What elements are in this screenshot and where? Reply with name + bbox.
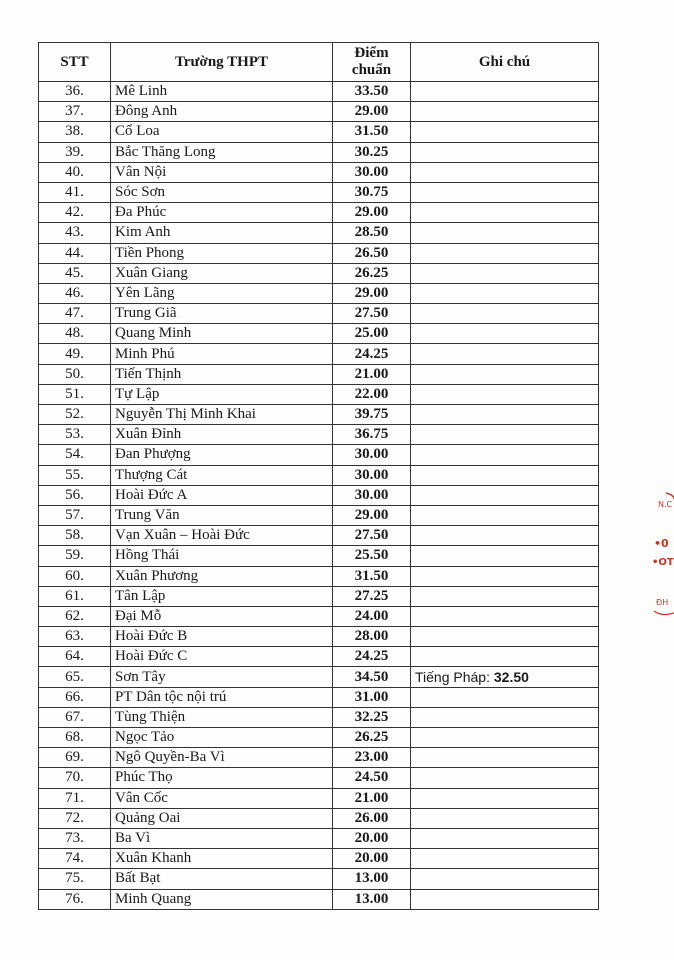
row-cutoff-score: 31.50: [333, 122, 411, 142]
row-school-name: Sóc Sơn: [111, 182, 333, 202]
row-school-name: Mê Linh: [111, 82, 333, 102]
row-cutoff-score: 21.00: [333, 364, 411, 384]
row-cutoff-score: 25.00: [333, 324, 411, 344]
table-row: [39, 526, 599, 546]
row-cutoff-score: 30.75: [333, 182, 411, 202]
row-school-name: PT Dân tộc nội trú: [111, 687, 333, 707]
table-row: [39, 586, 599, 606]
cutoff-score-table: [38, 42, 599, 910]
row-note: [411, 182, 599, 202]
table-row: [39, 344, 599, 364]
table-row: [39, 869, 599, 889]
row-note: [411, 425, 599, 445]
row-note: [411, 465, 599, 485]
row-school-name: Thượng Cát: [111, 465, 333, 485]
row-school-name: Trung Giã: [111, 304, 333, 324]
row-cutoff-score: 32.25: [333, 707, 411, 727]
row-cutoff-score: 26.25: [333, 728, 411, 748]
table-row: [39, 566, 599, 586]
row-school-name: Tùng Thiện: [111, 707, 333, 727]
row-cutoff-score: 24.25: [333, 647, 411, 667]
row-school-name: Tiến Thịnh: [111, 364, 333, 384]
row-cutoff-score: 28.00: [333, 627, 411, 647]
row-note: [411, 364, 599, 384]
table-row: [39, 485, 599, 505]
table-body: [39, 82, 599, 910]
row-stt: 69.: [39, 748, 111, 768]
table-row: [39, 162, 599, 182]
row-cutoff-score: 39.75: [333, 405, 411, 425]
row-stt: 40.: [39, 162, 111, 182]
row-cutoff-score: 29.00: [333, 102, 411, 122]
row-cutoff-score: 13.00: [333, 889, 411, 909]
row-note: [411, 82, 599, 102]
table-row: [39, 364, 599, 384]
row-school-name: Trung Văn: [111, 505, 333, 525]
row-stt: 44.: [39, 243, 111, 263]
row-cutoff-score: 26.50: [333, 243, 411, 263]
row-stt: 75.: [39, 869, 111, 889]
table-row: [39, 768, 599, 788]
row-stt: 45.: [39, 263, 111, 283]
row-school-name: Quang Minh: [111, 324, 333, 344]
row-school-name: Bắc Thăng Long: [111, 142, 333, 162]
row-cutoff-score: 29.00: [333, 283, 411, 303]
table-row: [39, 788, 599, 808]
row-school-name: Bất Bạt: [111, 869, 333, 889]
table-row: [39, 283, 599, 303]
table-row: [39, 748, 599, 768]
row-note: [411, 263, 599, 283]
row-stt: 61.: [39, 586, 111, 606]
row-school-name: Vân Nội: [111, 162, 333, 182]
table-row: [39, 808, 599, 828]
table-row: [39, 647, 599, 667]
red-stamp-fragment: [652, 485, 674, 625]
svg-text:ĐH: ĐH: [656, 598, 669, 607]
table-row: [39, 182, 599, 202]
row-note: [411, 102, 599, 122]
svg-text:N.C: N.C: [658, 500, 673, 509]
row-school-name: Minh Quang: [111, 889, 333, 909]
row-cutoff-score: 27.50: [333, 304, 411, 324]
row-stt: 59.: [39, 546, 111, 566]
row-note: [411, 223, 599, 243]
row-stt: 70.: [39, 768, 111, 788]
row-cutoff-score: 20.00: [333, 849, 411, 869]
row-note: [411, 546, 599, 566]
table-row: [39, 627, 599, 647]
row-note: [411, 869, 599, 889]
row-stt: 47.: [39, 304, 111, 324]
row-note: [411, 505, 599, 525]
table-row: [39, 243, 599, 263]
table-row: [39, 606, 599, 626]
row-note: [411, 627, 599, 647]
row-note: [411, 748, 599, 768]
row-school-name: Xuân Phương: [111, 566, 333, 586]
table-row: [39, 102, 599, 122]
note-score: 32.50: [493, 668, 529, 685]
row-school-name: Minh Phú: [111, 344, 333, 364]
row-school-name: Ngọc Tảo: [111, 728, 333, 748]
row-note: [411, 122, 599, 142]
row-stt: 72.: [39, 808, 111, 828]
row-note: [411, 162, 599, 182]
row-school-name: Đại Mỗ: [111, 606, 333, 626]
header-score: [333, 43, 411, 82]
note-label: Tiếng Pháp:: [415, 668, 494, 685]
row-note: [411, 526, 599, 546]
row-school-name: Cổ Loa: [111, 122, 333, 142]
row-school-name: Hoài Đức A: [111, 485, 333, 505]
row-school-name: Sơn Tây: [111, 667, 333, 687]
row-cutoff-score: 27.50: [333, 526, 411, 546]
header-note: Ghi chú: [411, 43, 599, 82]
row-stt: 71.: [39, 788, 111, 808]
row-stt: 51.: [39, 384, 111, 404]
row-stt: 46.: [39, 283, 111, 303]
row-school-name: Xuân Giang: [111, 263, 333, 283]
row-cutoff-score: 31.00: [333, 687, 411, 707]
table-row: [39, 849, 599, 869]
row-school-name: Tân Lập: [111, 586, 333, 606]
row-cutoff-score: 29.00: [333, 203, 411, 223]
row-school-name: Hoài Đức B: [111, 627, 333, 647]
row-stt: 57.: [39, 505, 111, 525]
row-stt: 68.: [39, 728, 111, 748]
row-stt: 66.: [39, 687, 111, 707]
row-note: [411, 667, 599, 687]
row-note: [411, 889, 599, 909]
table-row: [39, 203, 599, 223]
row-stt: 65.: [39, 667, 111, 687]
row-cutoff-score: 34.50: [333, 667, 411, 687]
row-cutoff-score: 26.00: [333, 808, 411, 828]
row-note: [411, 728, 599, 748]
row-school-name: Tiền Phong: [111, 243, 333, 263]
row-cutoff-score: 24.00: [333, 606, 411, 626]
row-school-name: Nguyễn Thị Minh Khai: [111, 405, 333, 425]
row-note: [411, 142, 599, 162]
row-school-name: Phúc Thọ: [111, 768, 333, 788]
row-cutoff-score: 27.25: [333, 586, 411, 606]
table-row: [39, 465, 599, 485]
row-stt: 73.: [39, 828, 111, 848]
header-stt: STT: [39, 43, 111, 82]
row-stt: 58.: [39, 526, 111, 546]
svg-text:•OT: •OT: [652, 557, 674, 568]
row-note: [411, 243, 599, 263]
table-row: [39, 445, 599, 465]
row-school-name: Yên Lãng: [111, 283, 333, 303]
row-school-name: Đông Anh: [111, 102, 333, 122]
row-school-name: Vạn Xuân – Hoài Đức: [111, 526, 333, 546]
row-stt: 60.: [39, 566, 111, 586]
row-note: [411, 606, 599, 626]
row-stt: 63.: [39, 627, 111, 647]
table-row: [39, 324, 599, 344]
row-stt: 55.: [39, 465, 111, 485]
row-note: [411, 768, 599, 788]
row-note: [411, 566, 599, 586]
table-row: [39, 304, 599, 324]
table-row: [39, 82, 599, 102]
row-stt: 50.: [39, 364, 111, 384]
row-cutoff-score: 25.50: [333, 546, 411, 566]
row-cutoff-score: 30.00: [333, 162, 411, 182]
row-cutoff-score: 24.50: [333, 768, 411, 788]
row-cutoff-score: 36.75: [333, 425, 411, 445]
table-row: [39, 223, 599, 243]
row-note: [411, 849, 599, 869]
table-row: [39, 667, 599, 687]
row-school-name: Xuân Khanh: [111, 849, 333, 869]
row-cutoff-score: 30.00: [333, 485, 411, 505]
row-stt: 42.: [39, 203, 111, 223]
row-stt: 56.: [39, 485, 111, 505]
row-note: [411, 203, 599, 223]
row-note: [411, 808, 599, 828]
row-note: [411, 707, 599, 727]
row-cutoff-score: 28.50: [333, 223, 411, 243]
row-stt: 37.: [39, 102, 111, 122]
row-stt: 36.: [39, 82, 111, 102]
row-cutoff-score: 31.50: [333, 566, 411, 586]
table-row: [39, 505, 599, 525]
row-school-name: Ngô Quyền-Ba Vì: [111, 748, 333, 768]
row-school-name: Hoài Đức C: [111, 647, 333, 667]
row-cutoff-score: 30.00: [333, 465, 411, 485]
row-note: [411, 283, 599, 303]
row-school-name: Tự Lập: [111, 384, 333, 404]
row-school-name: Ba Vì: [111, 828, 333, 848]
table-row: [39, 546, 599, 566]
row-stt: 41.: [39, 182, 111, 202]
row-school-name: Kim Anh: [111, 223, 333, 243]
table-row: [39, 828, 599, 848]
table-row: [39, 728, 599, 748]
row-stt: 39.: [39, 142, 111, 162]
table-row: [39, 425, 599, 445]
table-row: [39, 122, 599, 142]
row-note: [411, 485, 599, 505]
row-note: [411, 324, 599, 344]
row-stt: 54.: [39, 445, 111, 465]
row-note: [411, 828, 599, 848]
row-school-name: Quảng Oai: [111, 808, 333, 828]
row-cutoff-score: 33.50: [333, 82, 411, 102]
row-cutoff-score: 30.00: [333, 445, 411, 465]
row-note: [411, 344, 599, 364]
row-school-name: Đa Phúc: [111, 203, 333, 223]
row-cutoff-score: 23.00: [333, 748, 411, 768]
row-cutoff-score: 26.25: [333, 263, 411, 283]
row-stt: 53.: [39, 425, 111, 445]
row-cutoff-score: 22.00: [333, 384, 411, 404]
row-stt: 74.: [39, 849, 111, 869]
row-cutoff-score: 21.00: [333, 788, 411, 808]
row-school-name: Hồng Thái: [111, 546, 333, 566]
row-cutoff-score: 30.25: [333, 142, 411, 162]
table-row: [39, 142, 599, 162]
row-cutoff-score: 13.00: [333, 869, 411, 889]
row-note: [411, 586, 599, 606]
row-note: [411, 445, 599, 465]
header-school: Trường THPT: [111, 43, 333, 82]
row-stt: 52.: [39, 405, 111, 425]
table-row: [39, 263, 599, 283]
table-row: [39, 707, 599, 727]
table-row: [39, 384, 599, 404]
row-note: [411, 687, 599, 707]
table-header-row: [39, 43, 599, 82]
table-row: [39, 889, 599, 909]
row-school-name: Đan Phượng: [111, 445, 333, 465]
header-score-line1: Điểm: [354, 45, 389, 61]
row-stt: 43.: [39, 223, 111, 243]
row-stt: 67.: [39, 707, 111, 727]
row-stt: 76.: [39, 889, 111, 909]
header-score-line2: chuẩn: [351, 62, 392, 78]
row-cutoff-score: 24.25: [333, 344, 411, 364]
row-note: [411, 788, 599, 808]
row-school-name: Xuân Đỉnh: [111, 425, 333, 445]
table-row: [39, 405, 599, 425]
row-school-name: Vân Cốc: [111, 788, 333, 808]
row-stt: 49.: [39, 344, 111, 364]
row-stt: 64.: [39, 647, 111, 667]
row-cutoff-score: 20.00: [333, 828, 411, 848]
table-row: [39, 687, 599, 707]
row-note: [411, 405, 599, 425]
row-cutoff-score: 29.00: [333, 505, 411, 525]
row-note: [411, 647, 599, 667]
row-note: [411, 304, 599, 324]
svg-text:•0: •0: [654, 537, 669, 550]
row-note: [411, 384, 599, 404]
row-stt: 38.: [39, 122, 111, 142]
row-stt: 62.: [39, 606, 111, 626]
row-stt: 48.: [39, 324, 111, 344]
